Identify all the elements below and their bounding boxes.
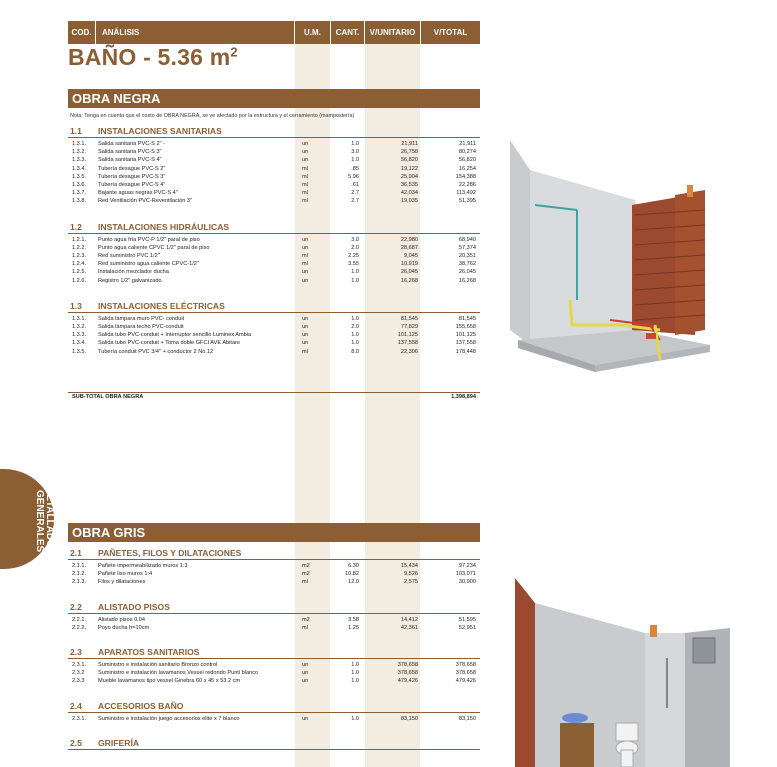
item-unit-price: 16,268: [400, 277, 418, 284]
item-quantity: 1.25: [348, 624, 359, 631]
table-row: [68, 678, 480, 686]
item-code: 1.2.1.: [72, 236, 86, 243]
item-description: Registro 1/2" galvanizado: [98, 277, 162, 284]
item-unit: ml: [302, 579, 308, 586]
item-unit: un: [302, 332, 309, 339]
item-unit-price: 26,758: [400, 149, 418, 156]
item-total: 378,658: [455, 670, 476, 677]
table-row: [68, 269, 480, 277]
subsection-label: INSTALACIONES SANITARIAS: [98, 126, 222, 136]
subsection-label: APARATOS SANITARIOS: [98, 647, 200, 657]
item-unit-price: 14,412: [400, 616, 418, 623]
item-unit-price: 22,980: [400, 236, 418, 243]
item-total: 68,940: [458, 236, 476, 243]
item-total: 38,762: [458, 261, 476, 268]
item-total: 21,911: [459, 141, 476, 147]
item-quantity: 1.0: [351, 269, 359, 276]
item-code: 1.3.6.: [72, 182, 86, 188]
table-row: [68, 340, 480, 348]
item-unit: un: [302, 715, 309, 722]
item-unit: un: [302, 324, 309, 330]
item-code: 1.3.1.: [72, 315, 86, 322]
item-quantity: 1.0: [351, 715, 359, 722]
table-row: [68, 662, 480, 670]
item-quantity: 2.7: [351, 190, 359, 197]
item-description: Suministro e instalación lavamanos Vessel redondo Punti blanco: [98, 670, 259, 677]
table-row: [68, 563, 480, 571]
subsection-number: 2.2: [70, 601, 82, 612]
item-total: 83,150: [458, 715, 476, 722]
item-code: 2.1.1.: [72, 563, 86, 569]
subsection-title: [70, 301, 225, 311]
item-total: 101,125: [455, 332, 476, 339]
item-quantity: 2.25: [348, 253, 359, 259]
item-description: Punto agua caliente CPVC 1/2" paral de piso: [98, 244, 210, 251]
item-unit: ml: [302, 261, 308, 268]
item-description: Alistado pisos 0.04: [98, 616, 145, 623]
table-row: [68, 316, 480, 324]
item-unit: m2: [302, 616, 310, 623]
item-description: Salida tubo PVC-conduit + Interruptor sencillo Luminex Ambia: [98, 332, 252, 339]
item-code: 1.3.8.: [72, 198, 86, 205]
table-row: [68, 198, 480, 206]
item-total: 20,351: [458, 253, 476, 259]
header-cod: COD.: [68, 21, 95, 44]
item-unit-price: 19,035: [400, 198, 418, 205]
subsection-divider: [68, 233, 480, 234]
item-quantity: 1.0: [351, 315, 359, 322]
item-quantity: 8.0: [351, 348, 359, 355]
obra-gris-illustration: [515, 578, 745, 767]
item-description: Salida lámpara muro PVC- conduit: [98, 315, 185, 322]
item-total: 51,595: [458, 616, 476, 623]
subsection-label: ALISTADO PISOS: [98, 601, 170, 612]
item-total: 30,900: [458, 579, 476, 586]
item-unit-price: 9,045: [404, 253, 418, 259]
item-quantity: 1.0: [351, 678, 359, 685]
table-row: [68, 278, 480, 286]
item-quantity: 6.30: [348, 563, 359, 569]
subsection-divider: [68, 712, 480, 713]
table-row: [68, 670, 480, 678]
item-unit-price: 15,434: [400, 563, 418, 569]
item-total: 81,545: [458, 315, 476, 322]
item-description: Salida sanitaria PVC-S 4": [98, 157, 162, 164]
section-obra-gris: OBRA GRIS: [68, 523, 480, 542]
item-code: 2.3.1.: [72, 662, 86, 668]
header-um: U.M.: [295, 21, 330, 44]
item-unit-price: 2,575: [404, 579, 418, 586]
item-total: 80,274: [458, 149, 476, 156]
item-quantity: 2.0: [351, 244, 359, 251]
item-code: 1.2.2.: [72, 244, 86, 251]
item-description: Punto agua fría PVC-P 1/2" paral de piso: [98, 236, 200, 243]
item-code: 2.3.2: [72, 670, 85, 677]
item-code: 2.2.2.: [72, 624, 86, 631]
item-description: Mueble lavamanos tipo vessel Ginebra 60 x 45 x 53.2 cm: [98, 678, 241, 685]
item-unit-price: 479,426: [397, 678, 418, 685]
subtotal-row: [68, 392, 480, 402]
item-total: 154,388: [455, 173, 476, 180]
item-quantity: 3.58: [348, 616, 359, 623]
subtotal-value: 1,398,894: [451, 394, 476, 400]
item-code: 1.3.2.: [72, 149, 86, 156]
subsection-title: [70, 126, 222, 136]
item-quantity: 1.0: [351, 157, 359, 164]
item-unit-price: 19,122: [400, 165, 418, 172]
subsection-number: 1.1: [70, 126, 82, 136]
item-unit-price: 81,545: [400, 315, 418, 322]
table-row: [68, 141, 480, 149]
subtotal-label: SUB-TOTAL OBRA NEGRA: [72, 394, 144, 400]
item-code: 2.3.1.: [72, 715, 86, 722]
obra-negra-illustration: [510, 140, 710, 390]
item-quantity: 2.0: [351, 324, 359, 330]
table-row: [68, 157, 480, 165]
subsection-divider: [68, 312, 480, 313]
item-unit-price: 36,535: [400, 182, 418, 188]
item-unit-price: 42,361: [400, 624, 418, 631]
item-description: Tubería desague PVC-S 3": [98, 173, 166, 180]
item-unit: un: [302, 662, 309, 668]
table-row: [68, 716, 480, 724]
header-vtotal: V/TOTAL: [421, 21, 480, 44]
item-description: Pañete impermeabilizado muros 1:3: [98, 563, 188, 569]
table-row: [68, 253, 480, 261]
subsection-divider: [68, 559, 480, 560]
item-unit: un: [302, 141, 309, 147]
item-unit-price: 378,658: [397, 662, 418, 668]
subsection-title: [70, 602, 170, 612]
item-unit-price: 42,034: [400, 190, 418, 197]
subsection-title: [70, 738, 139, 748]
item-quantity: 3.0: [351, 149, 359, 156]
item-unit: ml: [302, 182, 308, 188]
item-description: Salida tubo PVC-conduit + Toma doble GFCI AVE Abitare: [98, 340, 241, 347]
item-unit: un: [302, 269, 309, 276]
item-unit: ml: [302, 198, 308, 205]
item-code: 1.3.4.: [72, 340, 86, 347]
item-description: Tubería desague PVC-S 2": [98, 165, 166, 172]
item-description: Filos y dilataciones: [98, 579, 146, 586]
item-code: 1.3.2.: [72, 324, 86, 330]
item-unit: un: [302, 149, 309, 156]
item-unit-price: 378,658: [397, 670, 418, 677]
subsection-label: INSTALACIONES HIDRÁULICAS: [98, 221, 230, 232]
item-total: 16,268: [458, 277, 476, 284]
item-unit: ml: [302, 348, 308, 355]
header-vunitario: V/UNITARIO: [365, 21, 420, 44]
table-row: [68, 190, 480, 198]
item-total: 56,820: [458, 157, 476, 164]
subsection-title: [70, 548, 241, 558]
header-cant: CANT.: [331, 21, 364, 44]
item-total: 57,374: [458, 244, 476, 251]
subsection-label: PAÑETES, FILOS Y DILATACIONES: [98, 548, 242, 558]
item-unit: un: [302, 678, 309, 685]
item-code: 1.2.3.: [72, 253, 86, 259]
item-unit-price: 25,904: [400, 173, 418, 180]
item-total: 113,492: [456, 190, 476, 197]
item-total: 97,234: [458, 563, 476, 569]
item-code: 1.3.3.: [72, 332, 86, 339]
item-quantity: 12.0: [348, 579, 359, 586]
item-unit: ml: [302, 173, 308, 180]
item-code: 1.3.5.: [72, 173, 86, 180]
item-description: Instalación mezclador ducha: [98, 269, 169, 276]
item-code: 1.2.5.: [72, 269, 86, 276]
item-total: 26,045: [458, 269, 476, 276]
item-description: Tubería conduit PVC 3/4" + conductor 2 No.12: [98, 348, 214, 355]
item-unit: un: [302, 244, 309, 251]
item-unit: ml: [302, 190, 308, 197]
table-row: [68, 182, 480, 190]
item-unit: ml: [302, 253, 308, 259]
item-description: Suministro e instalación juego accesorios elite x 7 blanco: [98, 715, 240, 722]
item-code: 1.3.4.: [72, 165, 86, 172]
item-unit-price: 21,911: [401, 141, 418, 147]
table-row: [68, 166, 480, 174]
item-quantity: 5.96: [348, 173, 359, 180]
item-unit: un: [302, 670, 309, 677]
item-description: Suministro e instalación sanitario Bronzo control: [98, 662, 218, 668]
item-quantity: 1.0: [351, 662, 359, 668]
subsection-label: GRIFERÍA: [98, 737, 140, 748]
item-unit: m2: [302, 571, 310, 578]
item-code: 2.2.1.: [72, 616, 86, 623]
item-description: Bajante aguas negras PVC-S 4": [98, 190, 178, 197]
item-description: Salida lámpara techo PVC-conduit: [98, 324, 184, 330]
item-code: 2.1.3.: [72, 579, 86, 586]
item-total: 22,286: [458, 182, 476, 188]
subsection-divider: [68, 613, 480, 614]
item-total: 52,951: [458, 624, 476, 631]
subsection-title: [70, 222, 229, 232]
table-row: [68, 237, 480, 245]
item-description: Tubería desague PVC-S 4": [98, 182, 166, 188]
table-row: [68, 149, 480, 157]
item-quantity: 10.82: [345, 571, 359, 578]
item-unit-price: 77,829: [400, 324, 418, 330]
item-code: 1.3.7.: [72, 190, 86, 197]
item-total: 137,558: [455, 340, 476, 347]
item-description: Salida sanitaria PVC-S 2" -: [98, 141, 165, 147]
table-row: [68, 625, 480, 633]
subsection-number: 2.4: [70, 700, 82, 711]
item-unit: un: [302, 315, 309, 322]
table-row: [68, 332, 480, 340]
item-quantity: 3.55: [348, 261, 359, 268]
subsection-number: 1.3: [70, 300, 82, 311]
item-code: 2.3.3: [72, 678, 85, 685]
item-code: 1.3.3.: [72, 157, 86, 164]
item-unit-price: 28,687: [400, 244, 418, 251]
item-unit-price: 101,125: [397, 332, 418, 339]
item-total: 178,448: [455, 348, 476, 355]
item-unit-price: 10,919: [400, 261, 418, 268]
item-unit: un: [302, 340, 309, 347]
item-description: Salida sanitaria PVC-S 3": [98, 149, 162, 156]
item-total: 155,658: [455, 324, 476, 330]
item-quantity: 1.0: [351, 670, 359, 677]
subsection-number: 1.2: [70, 221, 82, 232]
item-unit-price: 9,526: [404, 571, 418, 578]
item-description: Red Ventilación PVC-Reventilación 3": [98, 198, 193, 205]
item-unit-price: 56,820: [400, 157, 418, 164]
subsection-divider: [68, 137, 480, 138]
table-row: [68, 174, 480, 182]
table-row: [68, 261, 480, 269]
subsection-number: 2.3: [70, 647, 82, 657]
subsection-label: ACCESORIOS BAÑO: [98, 700, 184, 711]
item-total: 378,658: [455, 662, 476, 668]
item-unit-price: 22,306: [400, 348, 418, 355]
table-row: [68, 324, 480, 332]
item-quantity: .61: [351, 182, 359, 188]
subsection-divider: [68, 749, 480, 750]
item-description: Red suministro agua caliente CPVC-1/2": [98, 261, 199, 268]
item-description: Red suministro PVC 1/2": [98, 253, 160, 259]
subsection-number: 2.5: [70, 737, 82, 748]
table-row: [68, 571, 480, 579]
item-total: 51,395: [458, 198, 476, 205]
item-quantity: 1.0: [351, 141, 359, 147]
table-row: [68, 349, 480, 357]
item-quantity: 2.7: [351, 198, 359, 205]
item-unit-price: 83,150: [400, 715, 418, 722]
subsection-title: [70, 647, 200, 657]
item-unit: ml: [302, 165, 308, 172]
subsection-number: 2.1: [70, 548, 82, 558]
item-quantity: 3.0: [351, 236, 359, 243]
item-unit: m2: [302, 563, 310, 569]
subsection-title: [70, 701, 183, 711]
item-unit-price: 26,045: [400, 269, 418, 276]
item-unit: ml: [302, 624, 308, 631]
page-title: BAÑO - 5.36 $m^2$: [68, 44, 238, 70]
item-unit: un: [302, 236, 309, 243]
item-description: Pañete liso muros 1:4: [98, 571, 153, 578]
item-total: 103,071: [455, 571, 476, 578]
item-code: 2.1.2.: [72, 571, 86, 578]
table-row: [68, 579, 480, 587]
item-code: 1.3.1.: [72, 141, 86, 147]
item-unit: un: [302, 277, 309, 284]
header-analisis: ANÁLISIS: [96, 21, 294, 44]
item-quantity: 1.0: [351, 332, 359, 339]
item-quantity: 1.0: [351, 340, 359, 347]
item-code: 1.2.4.: [72, 261, 86, 268]
item-code: 1.3.5.: [72, 348, 86, 355]
subsection-label: INSTALACIONES ELÉCTRICAS: [98, 300, 225, 311]
table-row: [68, 245, 480, 253]
item-code: 1.2.6.: [72, 277, 86, 284]
side-tab-label: DETALLADOS GENERALES: [34, 487, 55, 555]
item-unit: un: [302, 157, 309, 164]
table-row: [68, 617, 480, 625]
item-total: 479,426: [455, 678, 476, 685]
obra-negra-note: Nota: Tenga en cuenta que el costo de OBRA NEGRA, se ve afectado por la estructura y el cerramiento (mampostería): [70, 113, 355, 119]
subsection-divider: [68, 658, 480, 659]
item-description: Poyo ducha h=10cm: [98, 624, 150, 631]
section-obra-negra: OBRA NEGRA: [68, 89, 480, 108]
item-total: 16,254: [458, 165, 476, 172]
item-unit-price: 137,558: [397, 340, 418, 347]
item-quantity: .85: [351, 165, 359, 172]
item-quantity: 1.0: [351, 277, 359, 284]
